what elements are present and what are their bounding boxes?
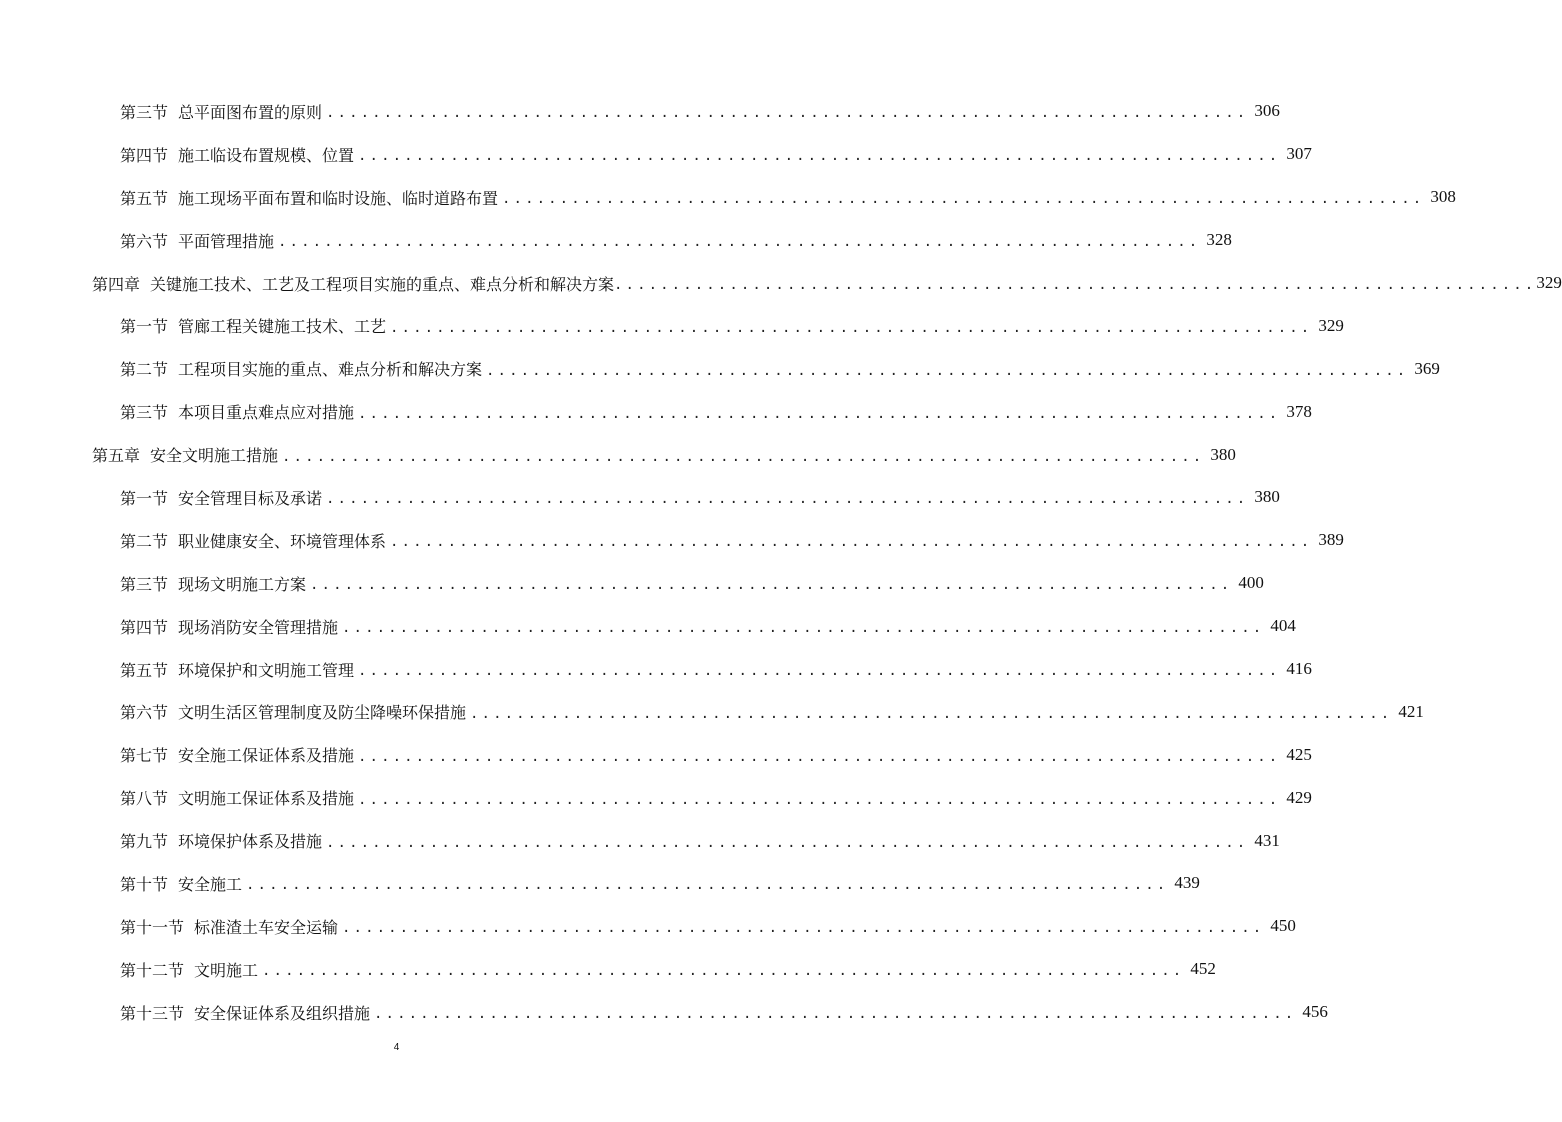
toc-entry-label: [120, 829, 322, 852]
toc-entry-number: 第九节: [120, 832, 169, 852]
dot-leader: ................................................................................: [326, 105, 1249, 122]
toc-entry-label: [120, 100, 322, 123]
dot-leader: ................................................................................: [358, 405, 1281, 422]
toc-entry[interactable]: [0, 133, 1312, 176]
toc-entry-title: 文明施工: [194, 960, 259, 980]
toc-entry-title: 安全管理目标及承诺: [178, 488, 323, 508]
toc-entry-number: 第二节: [120, 531, 169, 551]
toc-entry[interactable]: [0, 948, 1216, 991]
toc-entry-label: [120, 143, 354, 166]
toc-entry-page: 416: [1286, 659, 1312, 679]
toc-entry-page: 456: [1302, 1002, 1328, 1022]
toc-entry-title: 职业健康安全、环境管理体系: [178, 531, 387, 551]
toc-entry-page: 369: [1414, 358, 1440, 378]
toc-entry[interactable]: [0, 690, 1424, 733]
toc-entry-page: 400: [1238, 573, 1264, 593]
toc-entry-label: [120, 572, 306, 595]
toc-entry-label: [120, 357, 482, 380]
dot-leader: ................................................................................: [470, 705, 1393, 722]
toc-entry[interactable]: [0, 862, 1200, 905]
toc-entry-number: 第四节: [120, 617, 169, 637]
toc-entry-title: 环境保护和文明施工管理: [178, 660, 355, 680]
toc-entry-page: 380: [1210, 444, 1236, 464]
toc-entry[interactable]: [0, 476, 1280, 519]
toc-entry-label: [120, 915, 338, 938]
dot-leader: ................................................................................: [390, 534, 1313, 551]
toc-entry-number: 第一节: [120, 488, 169, 508]
toc-entry-title: 工程项目实施的重点、难点分析和解决方案: [178, 360, 483, 380]
toc-entry-number: 第五章: [92, 446, 141, 466]
toc-entry-label: [120, 872, 242, 895]
toc-entry-title: 安全施工保证体系及措施: [178, 746, 355, 766]
page-number-footer: 4: [393, 1042, 400, 1053]
toc-entry-label: [120, 1001, 370, 1024]
toc-entry-number: 第十节: [120, 874, 169, 894]
toc-entry-title: 施工现场平面布置和临时设施、临时道路布置: [178, 188, 499, 208]
dot-leader: ................................................................................: [326, 491, 1249, 508]
toc-entry-page: 452: [1190, 959, 1216, 979]
dot-leader: ................................................................................: [310, 577, 1233, 594]
toc-entry-number: 第三节: [120, 403, 169, 423]
toc-entry-title: 现场文明施工方案: [178, 574, 307, 594]
dot-leader: ................................................................................: [614, 277, 1537, 293]
toc-entry-number: 第七节: [120, 746, 169, 766]
dot-leader: ................................................................................: [358, 748, 1281, 765]
toc-entry-page: 329: [1318, 315, 1344, 335]
toc-entry-number: 第十二节: [120, 960, 185, 980]
toc-entry[interactable]: [0, 219, 1232, 262]
toc-entry-label: [92, 272, 614, 295]
toc-entry-number: 第五节: [120, 660, 169, 680]
toc-entry-title: 安全保证体系及组织措施: [194, 1003, 371, 1023]
toc-entry-label: [120, 529, 386, 552]
toc-entry-number: 第五节: [120, 188, 169, 208]
toc-entry-label: [120, 700, 466, 723]
toc-chapter-entry[interactable]: [0, 262, 1562, 305]
toc-entry-page: 439: [1174, 873, 1200, 893]
toc-entry-title: 文明施工保证体系及措施: [178, 789, 355, 809]
dot-leader: ................................................................................: [358, 791, 1281, 808]
table-of-contents: [0, 90, 1562, 1034]
toc-entry-page: 378: [1286, 401, 1312, 421]
toc-entry-label: [120, 958, 258, 981]
dot-leader: ................................................................................: [342, 620, 1265, 637]
toc-entry-page: 404: [1270, 616, 1296, 636]
dot-leader: ................................................................................: [278, 234, 1201, 251]
toc-entry-page: 421: [1398, 701, 1424, 721]
toc-entry[interactable]: [0, 304, 1344, 347]
toc-entry[interactable]: [0, 390, 1312, 433]
toc-entry-title: 施工临设布置规模、位置: [178, 145, 355, 165]
toc-entry[interactable]: [0, 519, 1344, 562]
toc-entry-label: [120, 486, 322, 509]
toc-entry-label: [120, 229, 274, 252]
toc-entry[interactable]: [0, 605, 1296, 648]
toc-entry-page: 308: [1430, 187, 1456, 207]
dot-leader: ................................................................................: [246, 877, 1169, 894]
toc-entry-page: 431: [1254, 830, 1280, 850]
toc-entry-page: 425: [1286, 744, 1312, 764]
toc-entry[interactable]: [0, 905, 1296, 948]
toc-entry-page: 306: [1254, 101, 1280, 121]
toc-entry-label: [120, 786, 354, 809]
toc-entry-number: 第十一节: [120, 917, 185, 937]
toc-entry-title: 关键施工技术、工艺及工程项目实施的重点、难点分析和解决方案: [150, 274, 615, 294]
dot-leader: ................................................................................: [262, 963, 1185, 980]
dot-leader: ................................................................................: [326, 834, 1249, 851]
toc-entry-title: 文明生活区管理制度及防尘降噪环保措施: [178, 703, 467, 723]
toc-entry-number: 第六节: [120, 703, 169, 723]
toc-entry-number: 第六节: [120, 231, 169, 251]
dot-leader: ................................................................................: [342, 920, 1265, 937]
toc-entry-title: 标准渣土车安全运输: [194, 917, 339, 937]
toc-entry[interactable]: [0, 991, 1328, 1034]
toc-entry-page: 450: [1270, 916, 1296, 936]
dot-leader: ................................................................................: [282, 448, 1205, 465]
dot-leader: ................................................................................: [502, 191, 1425, 208]
toc-entry-page: 329: [1536, 273, 1562, 292]
toc-entry-number: 第四节: [120, 145, 169, 165]
toc-entry[interactable]: [0, 90, 1280, 133]
toc-entry-label: [120, 314, 386, 337]
toc-entry-number: 第三节: [120, 102, 169, 122]
toc-entry[interactable]: [0, 347, 1440, 390]
toc-entry[interactable]: [0, 819, 1280, 862]
toc-entry-title: 安全文明施工措施: [150, 446, 279, 466]
toc-entry-label: [120, 400, 354, 423]
toc-entry-number: 第二节: [120, 360, 169, 380]
toc-entry[interactable]: [0, 648, 1312, 691]
toc-entry-number: 第一节: [120, 317, 169, 337]
toc-entry-title: 安全施工: [178, 874, 243, 894]
toc-entry-title: 管廊工程关键施工技术、工艺: [178, 317, 387, 337]
toc-entry[interactable]: [0, 176, 1456, 219]
toc-entry-page: 307: [1286, 144, 1312, 164]
dot-leader: ................................................................................: [374, 1006, 1297, 1023]
toc-entry-label: [120, 658, 354, 681]
toc-entry-page: 389: [1318, 530, 1344, 550]
toc-entry[interactable]: [0, 733, 1312, 776]
dot-leader: ................................................................................: [358, 663, 1281, 680]
toc-entry-page: 380: [1254, 487, 1280, 507]
toc-entry-number: 第四章: [92, 274, 141, 294]
toc-entry-title: 现场消防安全管理措施: [178, 617, 339, 637]
toc-entry-number: 第十三节: [120, 1003, 185, 1023]
toc-entry[interactable]: [0, 776, 1312, 819]
toc-entry-number: 第三节: [120, 574, 169, 594]
toc-entry-label: [120, 615, 338, 638]
toc-entry-title: 本项目重点难点应对措施: [178, 403, 355, 423]
toc-entry-label: [120, 743, 354, 766]
toc-chapter-entry[interactable]: [0, 433, 1236, 476]
toc-entry-number: 第八节: [120, 789, 169, 809]
toc-entry-label: [120, 186, 498, 209]
toc-entry[interactable]: [0, 562, 1264, 605]
dot-leader: ................................................................................: [486, 362, 1409, 379]
dot-leader: ................................................................................: [358, 148, 1281, 165]
toc-entry-page: 429: [1286, 787, 1312, 807]
dot-leader: ................................................................................: [390, 319, 1313, 336]
toc-entry-label: [92, 443, 278, 466]
toc-entry-title: 平面管理措施: [178, 231, 275, 251]
toc-entry-page: 328: [1206, 230, 1232, 250]
toc-entry-title: 环境保护体系及措施: [178, 832, 323, 852]
toc-entry-title: 总平面图布置的原则: [178, 102, 323, 122]
